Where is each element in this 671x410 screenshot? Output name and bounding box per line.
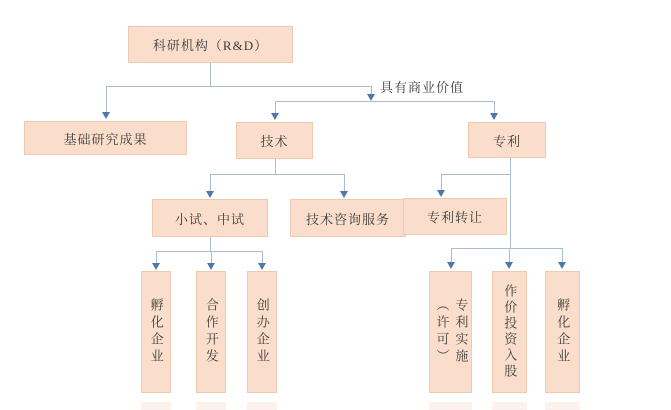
- cropped-box-hint: [141, 402, 171, 410]
- arrowhead-icon: [490, 113, 498, 120]
- arrowhead-icon: [207, 263, 215, 270]
- connector-pilot-drop: [210, 174, 211, 191]
- vertical-label: [432, 298, 470, 366]
- node-research-institution: 科研机构（R&D）: [128, 26, 293, 63]
- license-line-left: （许可）: [434, 298, 450, 366]
- arrowhead-icon: [258, 263, 266, 270]
- connector-patent-drop: [494, 101, 495, 113]
- node-tech-consulting: 技术咨询服务: [290, 199, 406, 237]
- node-patent-transfer: 专利转让: [403, 198, 507, 235]
- vertical-label: 合作开发: [203, 298, 219, 366]
- node-technology: 技术: [236, 122, 313, 159]
- connector-equity-drop: [509, 248, 510, 262]
- node-patent: 专利: [468, 122, 546, 158]
- connector-tech-drop: [275, 101, 276, 113]
- connector-tech-down: [275, 159, 276, 174]
- connector-basic-drop: [106, 86, 107, 113]
- connector-consult-drop: [344, 174, 345, 191]
- arrowhead-icon: [152, 263, 160, 270]
- connector-incubate-right-drop: [562, 248, 563, 262]
- cropped-box-hint: [247, 402, 277, 410]
- arrowhead-icon: [206, 191, 214, 198]
- connector-transfer-drop: [441, 174, 442, 190]
- node-startup-enterprise: [247, 271, 277, 393]
- arrowhead-icon: [271, 113, 279, 120]
- node-joint-development: [196, 271, 226, 393]
- cropped-box-hint: [492, 402, 527, 410]
- connector-startup-drop: [262, 251, 263, 263]
- connector-root-down: [210, 63, 211, 86]
- connector-joint-dev-drop: [211, 251, 212, 263]
- node-patent-license-implementation: [429, 271, 472, 393]
- connector-transfer-branch: [441, 174, 510, 175]
- connector-rail-top: [106, 86, 372, 87]
- cropped-box-hint: [545, 402, 580, 410]
- connector-rail-tech: [210, 174, 344, 175]
- license-line-right: 专利实施: [453, 298, 469, 366]
- vertical-label: 孵化企业: [148, 298, 164, 366]
- node-basic-research-results: 基础研究成果: [24, 121, 187, 155]
- connector-rail-mid: [275, 101, 495, 102]
- cropped-box-hint: [196, 402, 226, 410]
- connector-pilot-down: [210, 237, 211, 251]
- edge-label-commercial-value: 具有商业价值: [380, 80, 465, 95]
- arrowhead-icon: [437, 190, 445, 197]
- connector-incubate-left-drop: [156, 251, 157, 263]
- connector-rail-pilot-bottom: [156, 251, 262, 252]
- vertical-label: 创办企业: [254, 298, 270, 366]
- arrowhead-icon: [102, 112, 110, 119]
- arrowhead-icon: [558, 262, 566, 269]
- connector-rail-patent-bottom: [451, 248, 562, 249]
- arrowhead-icon: [340, 191, 348, 198]
- arrowhead-icon: [505, 262, 513, 269]
- arrowhead-icon: [447, 262, 455, 269]
- node-incubated-enterprise-left: [141, 271, 171, 393]
- arrowhead-icon: [367, 94, 375, 101]
- vertical-label: 作价投资入股: [502, 284, 518, 380]
- connector-patent-down: [510, 158, 511, 248]
- cropped-box-hint: [429, 402, 472, 410]
- node-equity-investment: [492, 271, 527, 393]
- vertical-label: 孵化企业: [555, 298, 571, 366]
- node-incubated-enterprise-right: [545, 271, 580, 393]
- node-pilot-test: 小试、中试: [152, 199, 268, 237]
- connector-license-drop: [451, 248, 452, 262]
